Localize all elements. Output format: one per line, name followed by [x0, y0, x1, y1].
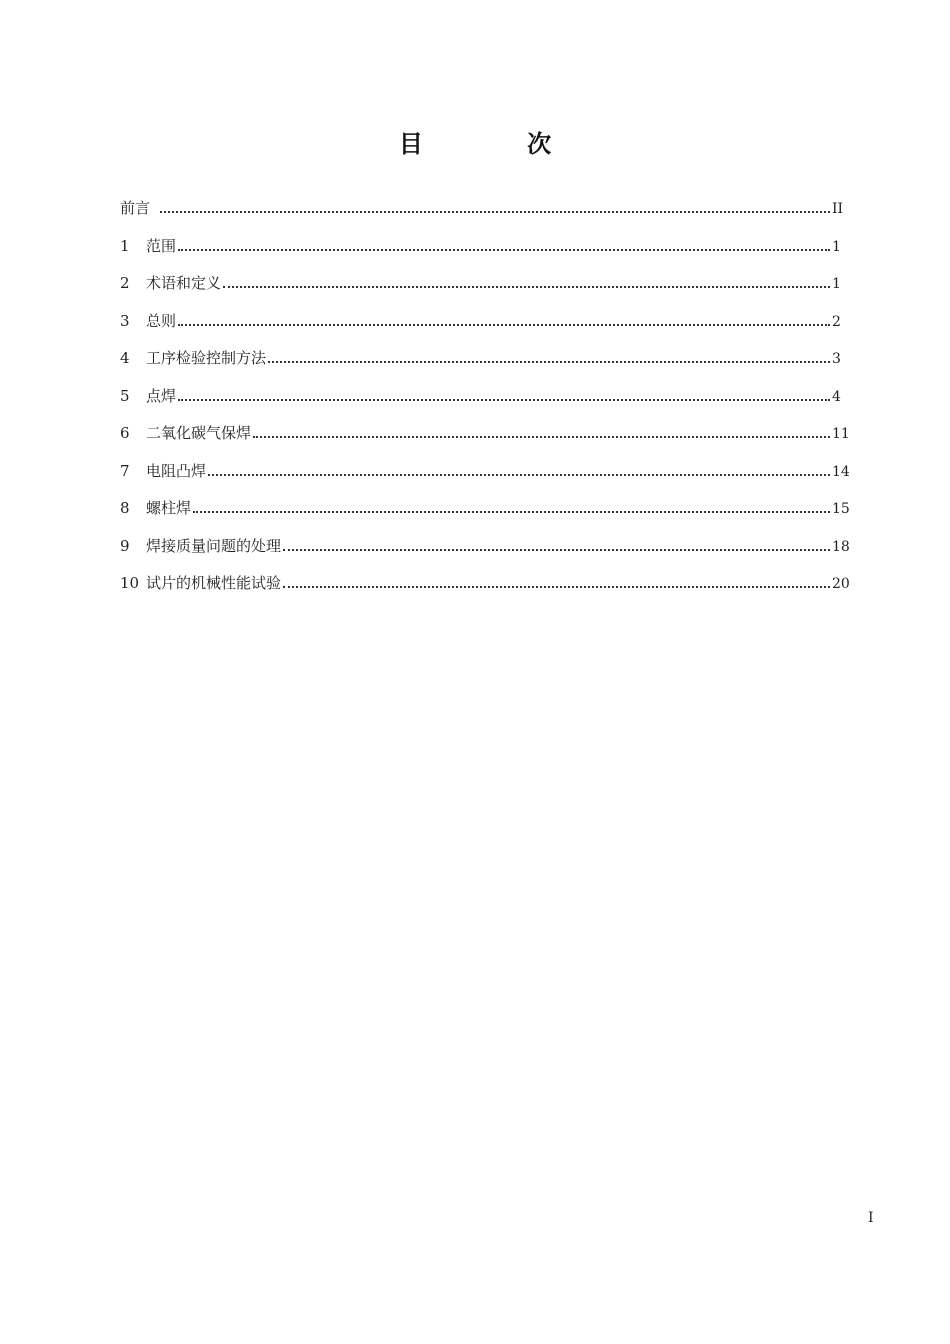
toc-leader-dots [160, 211, 830, 213]
toc-entry-title: 螺柱焊 [146, 499, 192, 517]
toc-entry-page: 1 [832, 276, 841, 292]
toc-entry-2[interactable] [120, 271, 850, 309]
toc-leader-dots [283, 549, 830, 551]
toc-entry-page: II [832, 201, 844, 217]
toc-entry-number: 5 [120, 386, 130, 405]
toc-entry-1[interactable] [120, 234, 850, 272]
toc-entry-5[interactable] [120, 384, 850, 422]
toc-entry-number: 1 [120, 236, 130, 255]
toc-leader-dots [193, 511, 830, 513]
toc-entry-title: 焊接质量问题的处理 [146, 536, 282, 555]
page-number: I [868, 1210, 874, 1226]
toc-entry-page: 15 [832, 501, 850, 517]
toc-entry-6[interactable] [120, 421, 850, 459]
toc-leader-dots [283, 586, 830, 588]
toc-entry-page: 3 [832, 351, 841, 367]
toc-entry-title: 前言 [120, 199, 151, 217]
toc-entry-4[interactable] [120, 346, 850, 384]
toc-leader-dots [253, 436, 830, 438]
toc-entry-page: 4 [832, 388, 841, 405]
toc-leader-dots [268, 361, 830, 363]
toc-entry-7[interactable] [120, 459, 850, 497]
toc-entry-title: 范围 [146, 236, 177, 255]
toc-entry-title: 术语和定义 [146, 274, 222, 292]
toc-entry-number: 7 [120, 461, 130, 480]
toc-entry-10[interactable] [120, 571, 850, 609]
toc-leader-dots [178, 399, 830, 401]
toc-entry-title: 工序检验控制方法 [146, 349, 267, 367]
toc-entry-page: 14 [832, 463, 850, 480]
toc-entry-number: 3 [120, 311, 130, 330]
toc-entry-title: 二氧化碳气保焊 [146, 424, 252, 442]
toc-entry-title: 总则 [146, 311, 177, 330]
toc-entry-title: 电阻凸焊 [146, 461, 207, 480]
toc-entry-number: 2 [120, 274, 130, 292]
toc-entry-title: 点焊 [146, 386, 177, 405]
toc-leader-dots [178, 249, 830, 251]
toc-leader-dots [178, 324, 830, 326]
toc-entry-number: 10 [120, 574, 140, 592]
toc-entry-8[interactable] [120, 496, 850, 534]
toc-entry-number: 4 [120, 349, 130, 367]
toc-entry-title: 试片的机械性能试验 [146, 574, 282, 592]
toc-entry-page: 20 [832, 576, 850, 592]
toc-leader-dots [223, 286, 830, 288]
toc-entry-number: 8 [120, 499, 130, 517]
toc-entry-page: 1 [832, 238, 841, 255]
toc-leader-dots [208, 474, 830, 476]
toc-entry-number: 9 [120, 536, 130, 555]
toc-entry-page: 2 [832, 313, 841, 330]
toc-entry-foreword[interactable] [120, 196, 850, 234]
toc-entry-3[interactable] [120, 309, 850, 347]
toc-entry-page: 18 [832, 538, 850, 555]
page-title: 目 次 [398, 130, 600, 158]
toc-entry-9[interactable] [120, 534, 850, 572]
table-of-contents [120, 196, 850, 609]
toc-entry-number: 6 [120, 424, 130, 442]
toc-entry-page: 11 [832, 426, 850, 442]
